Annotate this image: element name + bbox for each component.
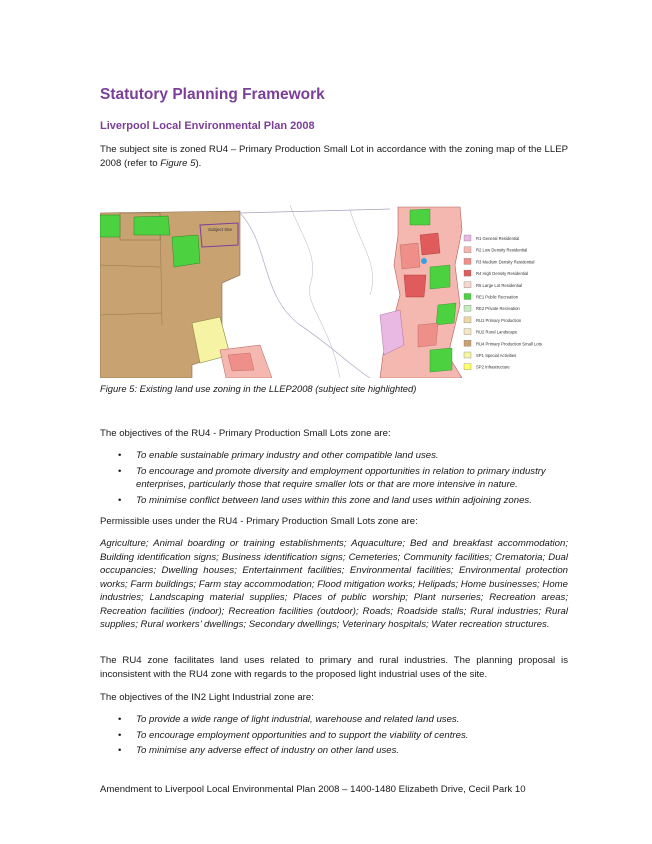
page-footer: Amendment to Liverpool Local Environmental Plan 2008 – 1400-1480 Elizabeth Drive, Cecil Park 10: [100, 784, 526, 795]
list-item: • To encourage and promote diversity and employment opportunities in relation to primary industry enterprises, particularly those that require smaller lots or that are more intensive in nature.: [100, 465, 568, 492]
legend-swatch: [464, 352, 471, 358]
legend-swatch: [464, 364, 471, 370]
legend-label: R3 Medium Density Residential: [476, 259, 535, 265]
zoning-map: [100, 205, 570, 378]
figure-caption: Figure 5: Existing land use zoning in the LLEP2008 (subject site highlighted): [100, 383, 417, 394]
page-heading: Statutory Planning Framework: [100, 86, 325, 103]
legend-label: RU4 Primary Production Small Lots: [476, 341, 542, 347]
legend-label: RU2 Rural Landscape: [476, 329, 518, 335]
ru4-facilitates-paragraph: The RU4 zone facilitates land uses related to primary and rural industries. The planning proposal is inconsistent with the RU4 zone with regards to the proposed light industrial uses of the site.: [100, 655, 568, 680]
section-heading: Liverpool Local Environmental Plan 2008: [100, 120, 315, 132]
list-item: • To minimise any adverse effect of industry on other land uses.: [100, 744, 568, 758]
intro-text-end: ).: [195, 157, 202, 169]
list-item: • To minimise conflict between land uses within this zone and land uses within adjoining zones.: [100, 494, 568, 508]
map-legend: [462, 233, 570, 378]
legend-swatch: [464, 258, 471, 264]
legend-label: SP2 Infrastructure: [476, 364, 510, 370]
legend-label: R5 Large Lot Residential: [476, 282, 523, 288]
legend-label: RE1 Public Recreation: [476, 294, 519, 300]
legend-swatch: [464, 247, 471, 253]
list-item: • To enable sustainable primary industry and other compatible land uses.: [100, 449, 568, 463]
list-item: • To provide a wide range of light industrial, warehouse and related land uses.: [100, 713, 568, 727]
intro-paragraph: [100, 143, 568, 170]
legend-swatch: [464, 329, 471, 335]
legend-label: R4 High Density Residential: [476, 271, 529, 277]
legend-swatch: [464, 235, 471, 241]
legend-label: R2 Low Density Residential: [476, 247, 528, 253]
intro-text: The subject site is zoned RU4 – Primary Production Small Lot in accordance with the zoning map of the LLEP 2008 (refer to: [100, 144, 568, 169]
legend-swatch: [464, 294, 471, 300]
list-item: • To encourage employment opportunities and to support the viability of centres.: [100, 729, 568, 743]
legend-swatch: [464, 305, 471, 311]
legend-swatch: [464, 270, 471, 276]
legend-swatch: [464, 340, 471, 346]
figure-reference: Figure 5: [160, 157, 196, 169]
ru4-objectives-list: [100, 449, 568, 509]
legend-label: R1 General Residential: [476, 236, 520, 241]
permissible-uses: Agriculture; Animal boarding or training establishments; Aquaculture; Bed and breakfast accommodation; Building identification signs; Business identification signs; Cemeteries; Community facilities; Crematoria; Dual occupancies; Dwelling houses; Entertainment facilities; Environmental facilities; Environmental protection works; Farm buildings; Farm stay accommodation; Flood mitigation works; Helipads; Home businesses; Home industries; Landscaping material supplies; Places of public worship; Plant nurseries; Recreation areas; Recreation facilities (indoor); Recreation facilities (outdoor); Roads; Roadside stalls; Rural industries; Rural supplies; Rural workers’ dwellings; Secondary dwellings; Veterinary hospitals; Water recreation structures.: [100, 538, 568, 630]
legend-label: SP1 Special Activities: [476, 353, 517, 358]
in2-objectives-intro: The objectives of the IN2 Light Industrial zone are:: [100, 692, 314, 703]
ru4-objectives-intro: The objectives of the RU4 - Primary Production Small Lots zone are:: [100, 428, 391, 439]
legend-swatch: [464, 282, 471, 288]
subject-site-label: Subject Site: [208, 227, 233, 232]
legend-swatch: [464, 317, 471, 323]
legend-label: RE2 Private Recreation: [476, 306, 520, 312]
permissible-intro: Permissible uses under the RU4 - Primary Production Small Lots zone are:: [100, 516, 418, 527]
in2-objectives-list: [100, 713, 568, 760]
legend-label: RU1 Primary Production: [476, 317, 522, 323]
